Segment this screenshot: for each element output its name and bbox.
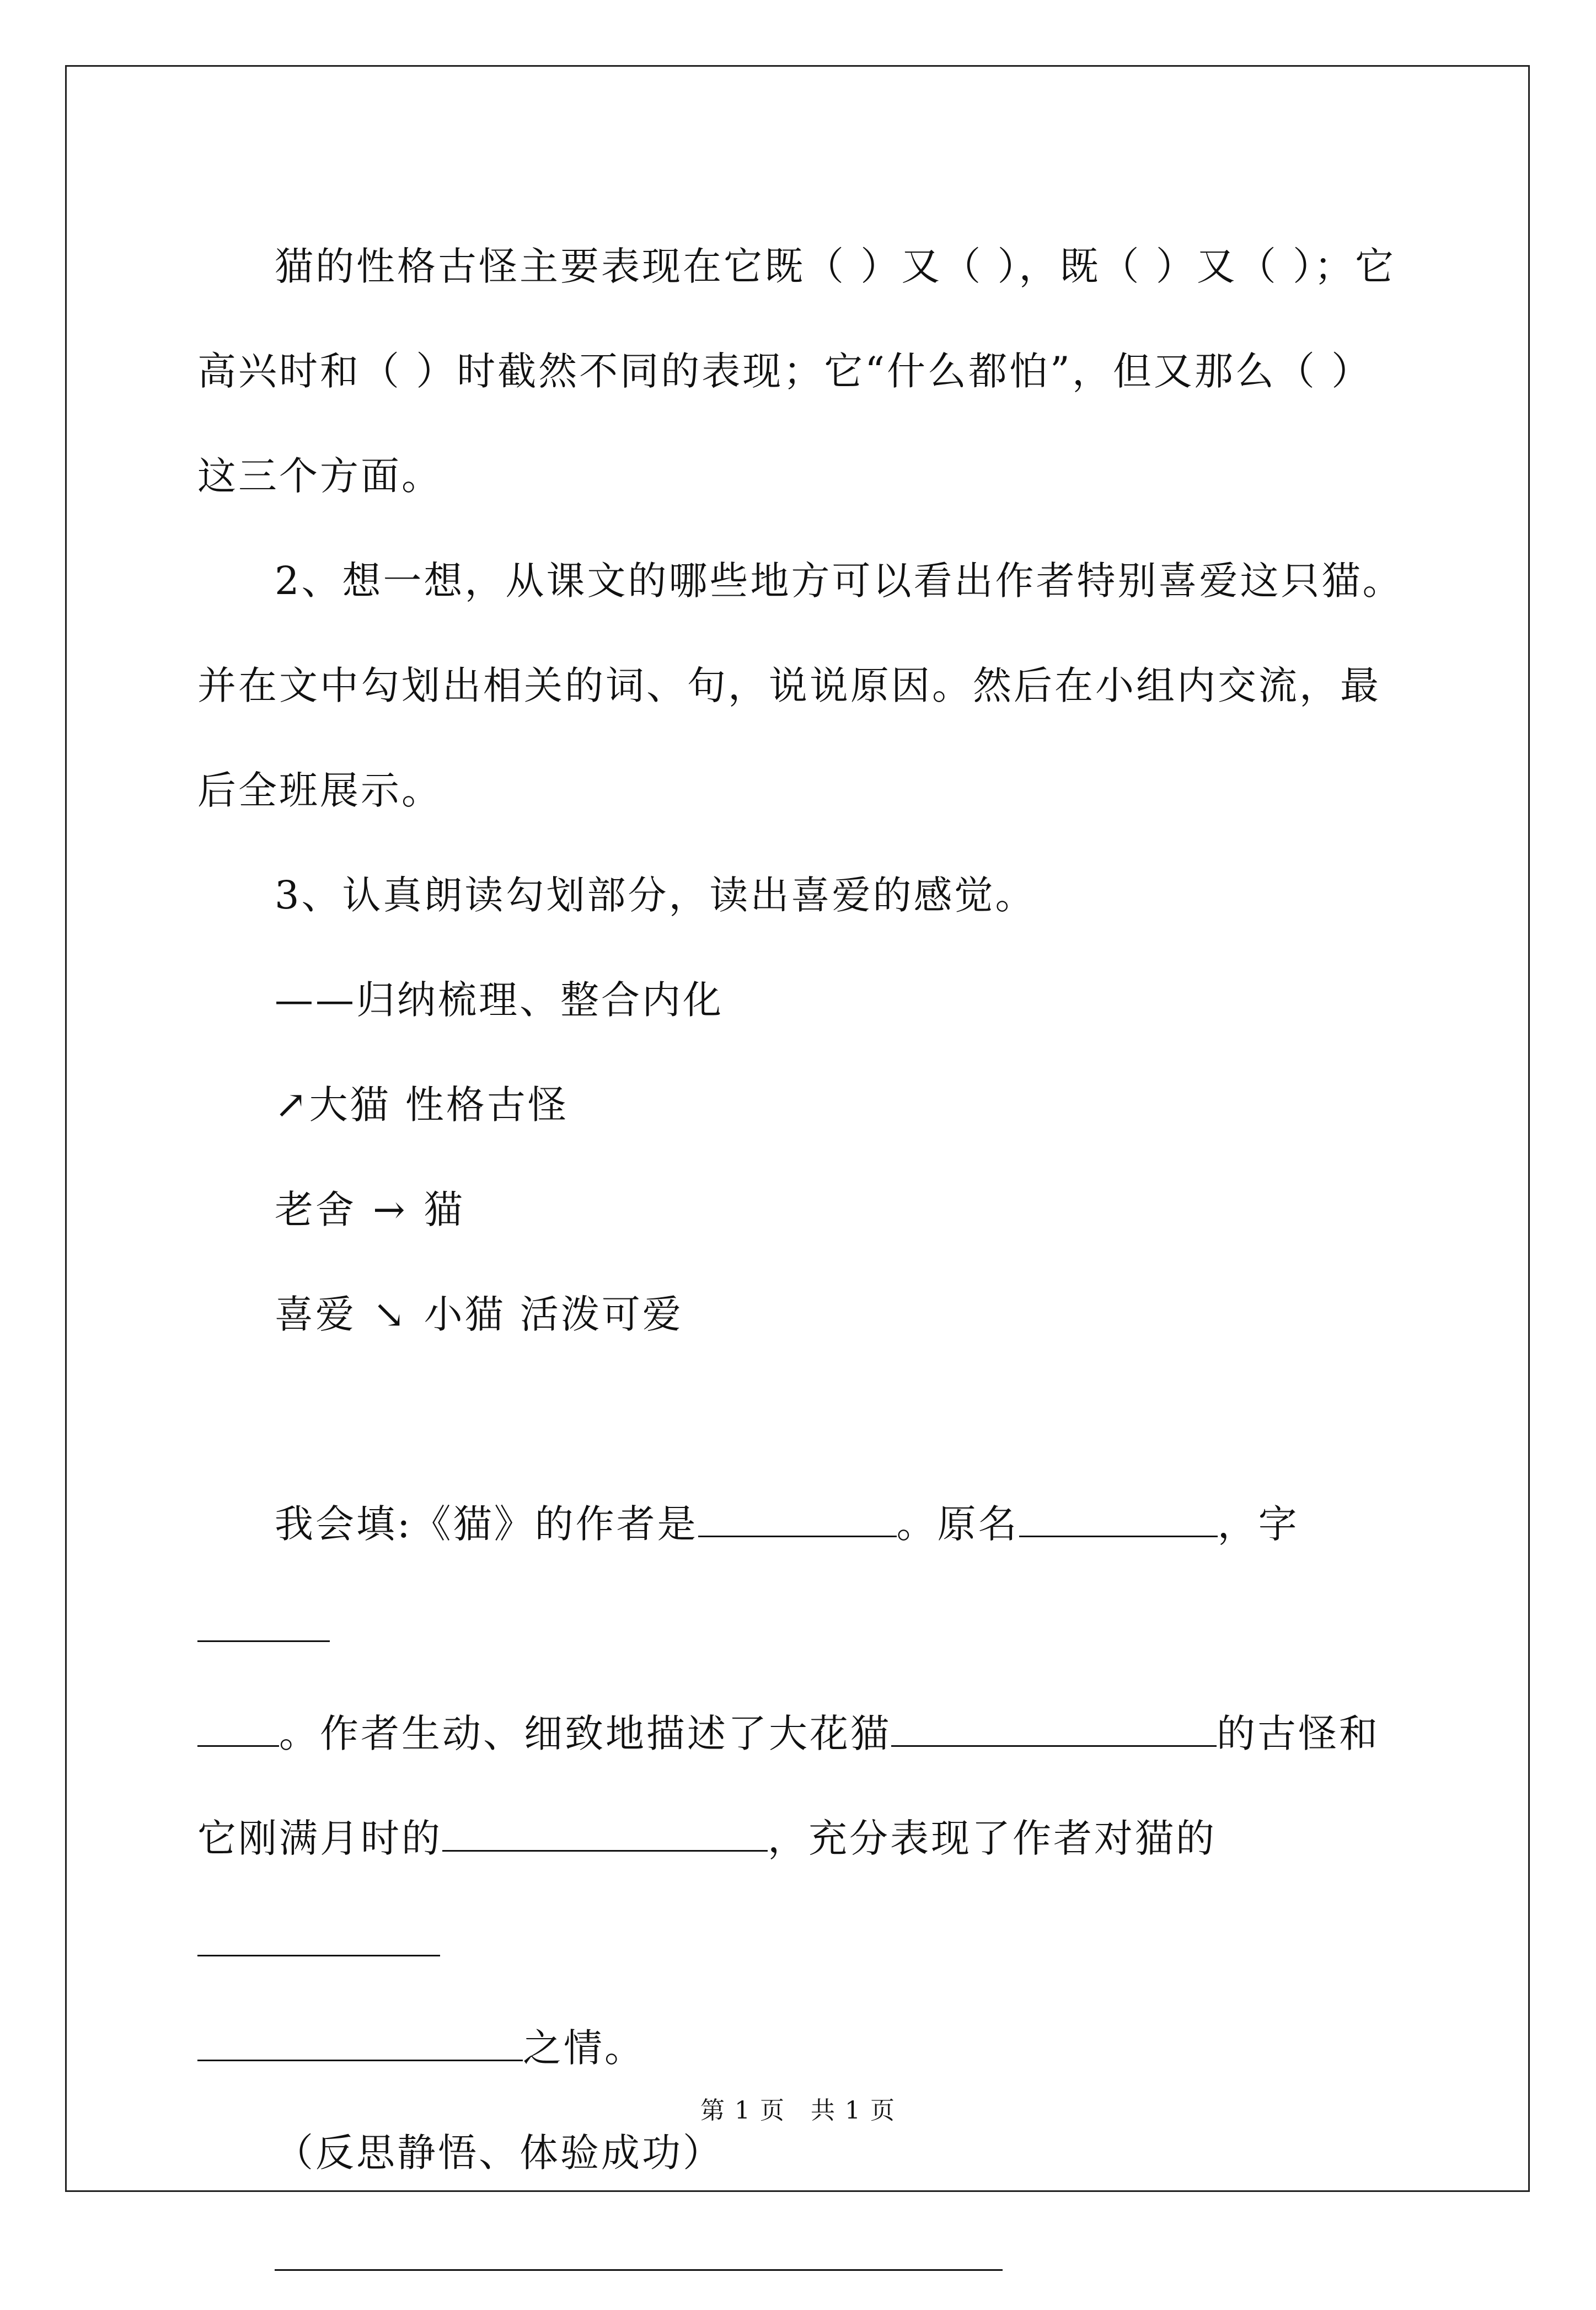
paragraph-3: 3、认真朗读勾划部分，读出喜爱的感觉。: [275, 873, 1036, 918]
section-heading: ——归纳梳理、整合内化: [275, 977, 724, 1023]
paragraph-1: 猫的性格古怪主要表现在它既（ ）又（ ），既（ ）又（ ）；它高兴时和（ ）时截然不同的表现；它“什么都怕”，但又那么（ ）这三个方面。: [197, 244, 1396, 499]
blank-author[interactable]: [698, 1497, 897, 1537]
blank-original-name[interactable]: [1019, 1497, 1218, 1537]
fill-text-7: 之情。: [523, 2025, 645, 2071]
fill-in-exercise: [197, 1472, 1405, 2100]
fill-text-3: ，字: [1217, 1501, 1299, 1547]
diagram-line-2: [197, 1157, 1405, 1262]
diagram-author: 老舍: [275, 1187, 356, 1232]
arrow-right-icon: →: [373, 1187, 408, 1232]
blank-courtesy-name-b[interactable]: [197, 1707, 279, 1747]
diagram-kitten: 小猫 活泼可爱: [424, 1292, 683, 1337]
page-footer: 第 1 页 共 1 页: [700, 2097, 896, 2125]
fill-text-5: 的古怪和它刚满月时的: [197, 1711, 1380, 1861]
fill-text-6: ，充分表现了作者对猫的: [768, 1816, 1217, 1861]
reflection-label: （反思静悟、体验成功）: [275, 2130, 724, 2175]
blank-feeling-b[interactable]: [197, 2021, 523, 2061]
fill-text-1: 我会填:《猫》的作者是: [275, 1501, 698, 1547]
diagram-love: 喜爱: [275, 1292, 356, 1337]
diagram-line-3: [197, 1262, 1405, 1367]
blank-reflection[interactable]: [275, 2231, 1003, 2271]
diagram-cat: 猫: [424, 1187, 465, 1232]
arrow-up-right-icon: ↗: [275, 1082, 309, 1127]
spacer: [197, 1367, 1405, 1472]
diagram-line-1: [197, 1052, 1405, 1157]
document-body: [197, 214, 1405, 2310]
arrow-down-right-icon: ↘: [373, 1292, 408, 1337]
blank-feeling-a[interactable]: [197, 1916, 440, 1956]
blank-description[interactable]: [891, 1707, 1217, 1747]
blank-kitten-traits[interactable]: [442, 1811, 768, 1852]
fill-text-4: 。作者生动、细致地描述了大花猫: [279, 1711, 891, 1756]
blank-courtesy-name-a[interactable]: [197, 1602, 330, 1642]
reflection-line: [197, 2100, 1405, 2310]
paragraph-2: 2、想一想，从课文的哪些地方可以看出作者特别喜爱这只猫。并在文中勾划出相关的词、句，说说原因。然后在小组内交流，最后全班展示。: [197, 558, 1404, 813]
fill-text-2: 。原名: [896, 1501, 1019, 1547]
diagram-big-cat: 大猫 性格古怪: [309, 1082, 569, 1127]
